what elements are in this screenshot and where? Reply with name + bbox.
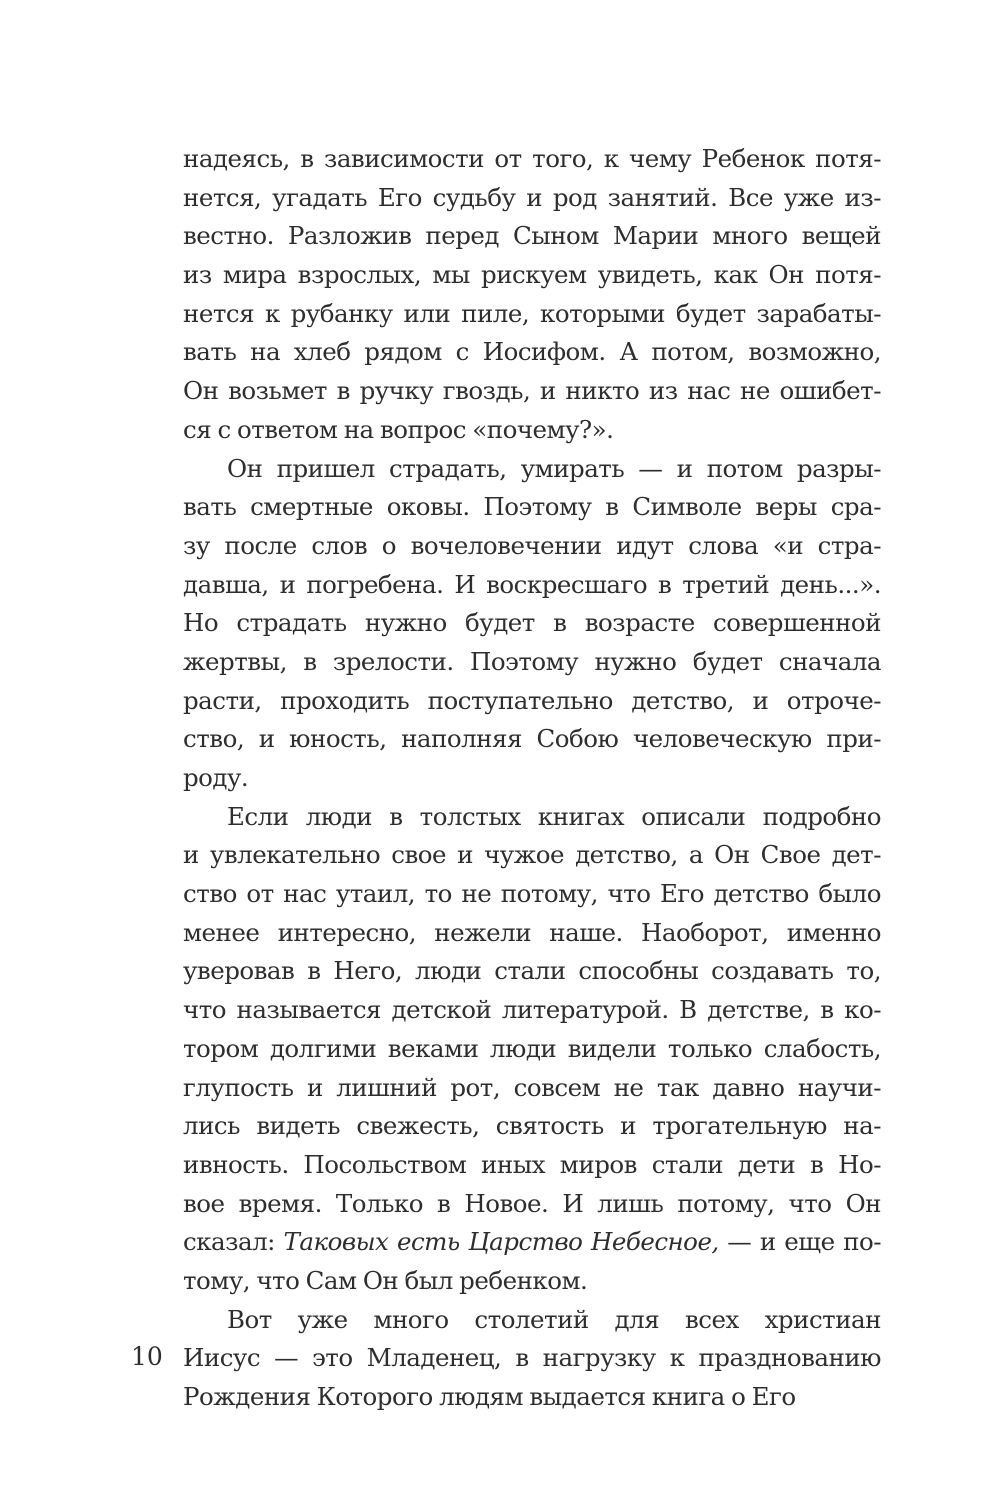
- paragraph: [183, 140, 881, 450]
- text-line: вое время. Только в Новое. И лишь потому, что Он: [183, 1188, 881, 1218]
- text-line: ство, и юность, наполняя Собою человеческую при-: [183, 724, 881, 754]
- text-line: Он возьмет в ручку гвоздь, и никто из нас не ошибет-: [183, 376, 881, 406]
- text-line: глупость и лишний рот, совсем не так давно научи-: [183, 1072, 881, 1102]
- text-line: лись видеть свежесть, святость и трогательную на-: [183, 1111, 881, 1141]
- paragraph: [183, 1301, 881, 1417]
- text-line: расти, проходить поступательно детство, и отроче-: [183, 685, 881, 715]
- text-line: Иисус — это Младенец, в нагрузку к празднованию: [183, 1343, 881, 1373]
- text-line: нется, угадать Его судьбу и род занятий. Все уже из-: [183, 182, 881, 212]
- text-line: ся с ответом на вопрос «почему?».: [183, 414, 614, 444]
- text-line: тором долгими веками люди видели только слабость,: [183, 1033, 881, 1063]
- text-line: Рождения Которого людям выдается книга о Его: [183, 1382, 796, 1411]
- text-line: вестно. Разложив перед Сыном Марии много вещей: [183, 221, 881, 251]
- text-line: роду.: [183, 763, 249, 792]
- text-line: из мира взрослых, мы рискуем увидеть, как Он потя-: [183, 260, 881, 290]
- text-line: менее интересно, нежели наше. Наоборот, именно: [183, 917, 881, 947]
- text-line: Но страдать нужно будет в возрасте совершенной: [183, 608, 881, 638]
- text-line: и увлекательно свое и чужое детство, а Он Свое дет-: [183, 840, 881, 870]
- text-line: тому, что Сам Он был ребенком.: [183, 1265, 588, 1295]
- text-line: жертвы, в зрелости. Поэтому нужно будет сначала: [183, 646, 881, 676]
- text-line: Вот уже много столетий для всех христиан: [227, 1304, 881, 1334]
- text-line: Если люди в толстых книгах описали подробно: [227, 801, 881, 831]
- text-line: ство от нас утаил, то не потому, что Его детство было: [183, 879, 881, 909]
- text-block: [183, 140, 881, 1417]
- text-line: давша, и погребена. И воскресшаго в третий день...».: [183, 569, 881, 599]
- italic-quote: Таковых есть Царство Небесное,: [283, 1227, 719, 1257]
- text-line: вать на хлеб рядом с Иосифом. А потом, возможно,: [183, 337, 881, 367]
- text-line: ивность. Посольством иных миров стали дети в Но-: [183, 1149, 881, 1179]
- text-line: Он пришел страдать, умирать — и потом разры-: [227, 453, 881, 483]
- text-line: нется к рубанку или пиле, которыми будет зарабаты-: [183, 298, 881, 328]
- text-line: что называется детской литературой. В детстве, в ко-: [183, 995, 881, 1025]
- text-line: сказал: Таковых есть Царство Небесное, — и еще по-: [183, 1227, 881, 1257]
- paragraph: [183, 798, 881, 1301]
- paragraph: [183, 450, 881, 798]
- text-line: вать смертные оковы. Поэтому в Символе веры сра-: [183, 492, 881, 522]
- text-line: зу после слов о вочеловечении идут слова «и стра-: [183, 530, 881, 560]
- page-number: 10: [131, 1342, 163, 1371]
- text-line: надеясь, в зависимости от того, к чему Ребенок потя-: [183, 144, 881, 173]
- text-line: уверовав в Него, люди стали способны создавать то,: [183, 956, 881, 986]
